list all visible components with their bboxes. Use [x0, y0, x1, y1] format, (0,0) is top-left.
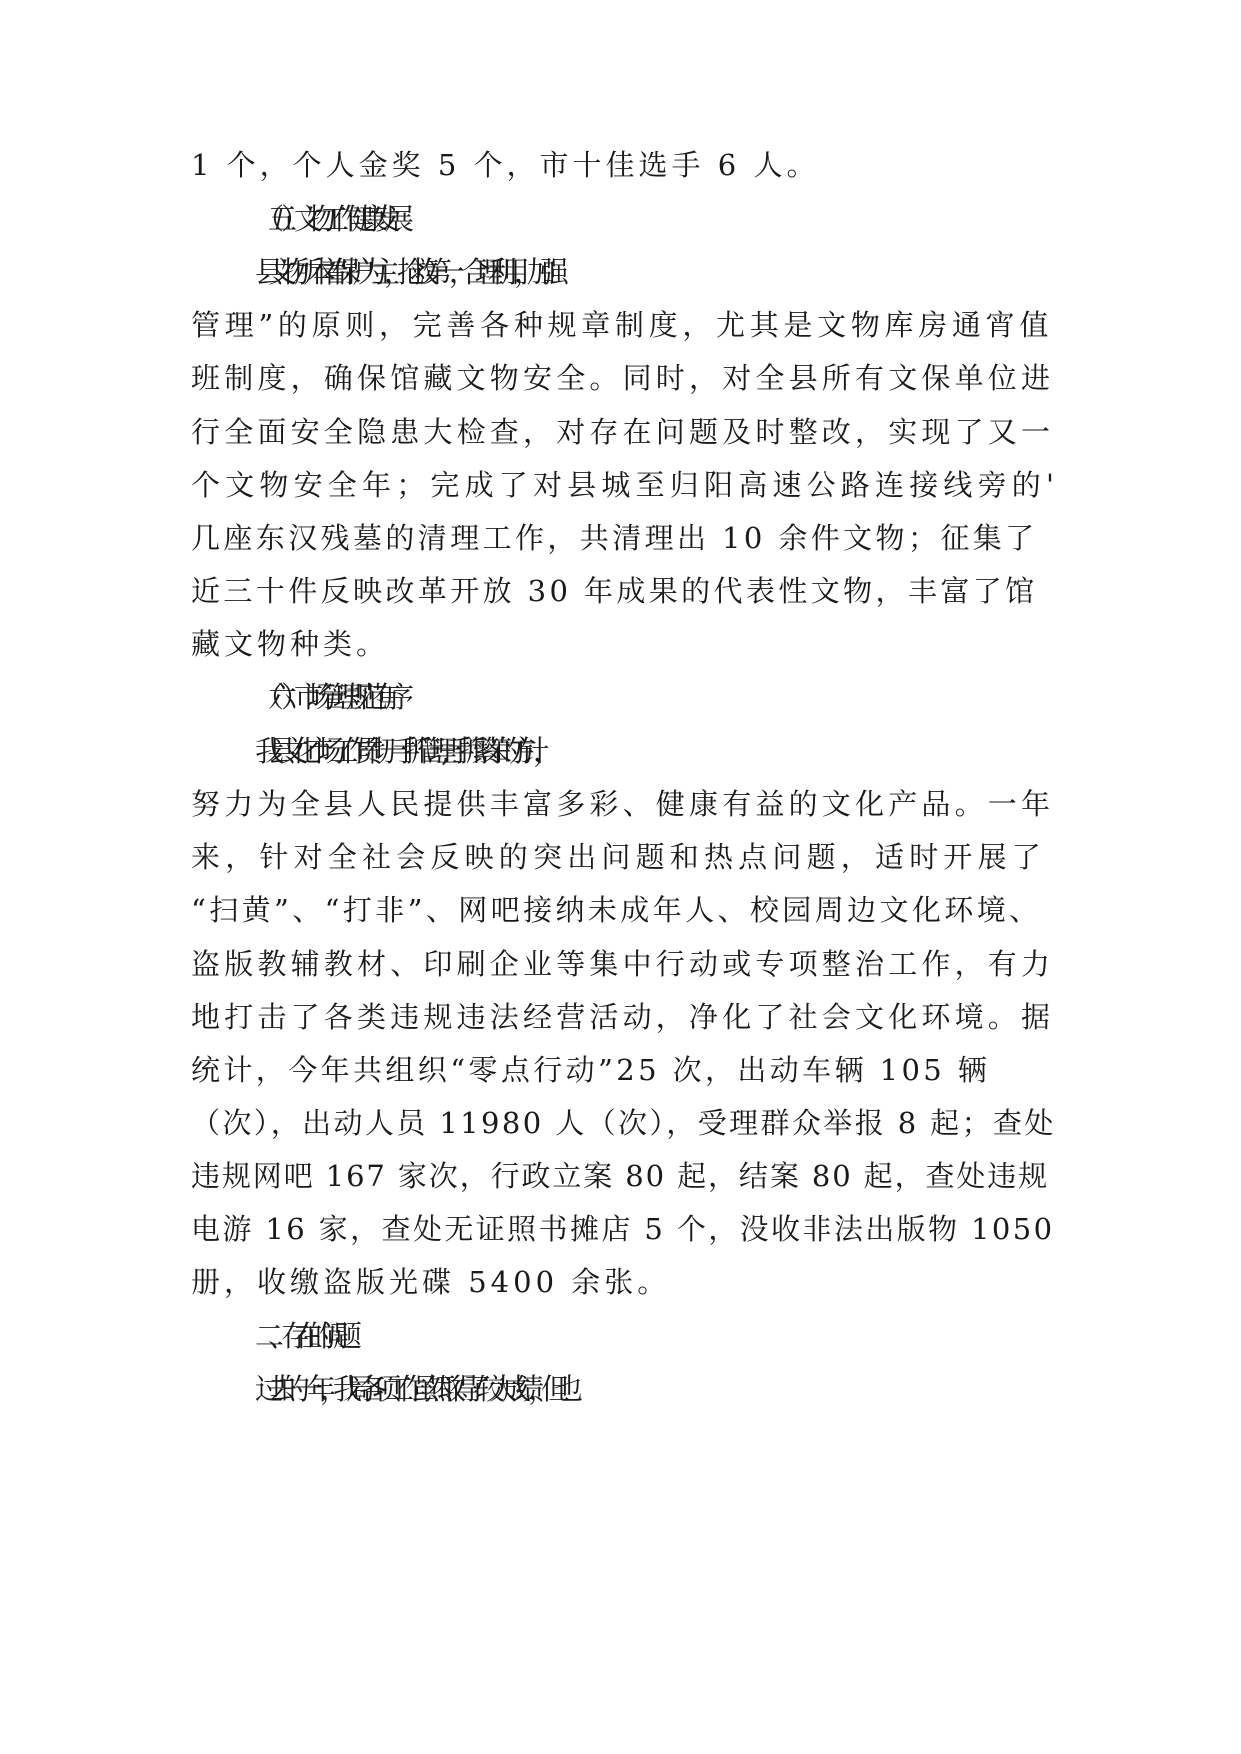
- paragraph-line: 电游 16 家，查处无证照书摊店 5 个，没收非法出版物 1050: [191, 1212, 1055, 1246]
- paragraph-line: 我县文化市场工作贯彻一手抓管理,一手抓繁荣的方针，: [255, 734, 546, 768]
- paragraph-line: （次），出动人员 11980 人（次），受理群众举报 8 起；查处: [191, 1106, 1056, 1140]
- paragraph-line: 努力为全县人民提供丰富多彩、健康有益的文化产品。一年: [191, 787, 1055, 821]
- text-line: 1 个，个人金奖 5 个，市十佳选手 6 人。: [191, 148, 820, 182]
- paragraph-line: 来，针对全社会反映的突出问题和热点问题，适时开展了: [191, 840, 1047, 874]
- paragraph-line: 行全面安全隐患大检查，对存在问题及时整改，实现了又一: [191, 415, 1055, 449]
- paragraph-line: 个文物安全年；完成了对县城至归阳高速公路连接线旁的': [191, 468, 1060, 502]
- paragraph-line: 藏文物种类。: [191, 627, 390, 661]
- paragraph-line: 过去的一年，我局各项工作虽然取得了较大成绩，但也: [255, 1372, 568, 1406]
- paragraph-line: 地打击了各类违规违法经营活动，净化了社会文化环境。据: [191, 1000, 1055, 1034]
- paragraph-line: 县文物所本着“保护为主，抢救第一，合理利用，加强: [255, 255, 553, 289]
- section-heading: 二、存在的问题: [255, 1319, 347, 1353]
- paragraph-line: 违规网吧 167 家次，行政立案 80 起，结案 80 起，查处违规: [191, 1159, 1050, 1193]
- paragraph-line: 册，收缴盗版光碟 5400 余张。: [191, 1265, 671, 1299]
- section-heading: （六）市场管理规范有序: [255, 680, 399, 714]
- paragraph-line: “扫黄”、“打非”、网吧接纳未成年人、校园周边文化环境、: [191, 893, 1042, 927]
- paragraph-line: 统计，今年共组织“零点行动”25 次，出动车辆 105 辆: [191, 1053, 991, 1087]
- section-heading: （五）文物工作健康发展: [255, 202, 399, 236]
- paragraph-line: 管理”的原则，完善各种规章制度，尤其是文物库房通宵值: [191, 308, 1054, 342]
- paragraph-line: 班制度，确保馆藏文物安全。同时，对全县所有文保单位进: [191, 361, 1055, 395]
- paragraph-line: 几座东汉残墓的清理工作，共清理出 10 余件文物；征集了: [191, 521, 1038, 555]
- paragraph-line: 近三十件反映改革开放 30 年成果的代表性文物，丰富了馆: [191, 574, 1038, 608]
- paragraph-line: 盗版教辅教材、印刷企业等集中行动或专项整治工作，有力: [191, 947, 1055, 981]
